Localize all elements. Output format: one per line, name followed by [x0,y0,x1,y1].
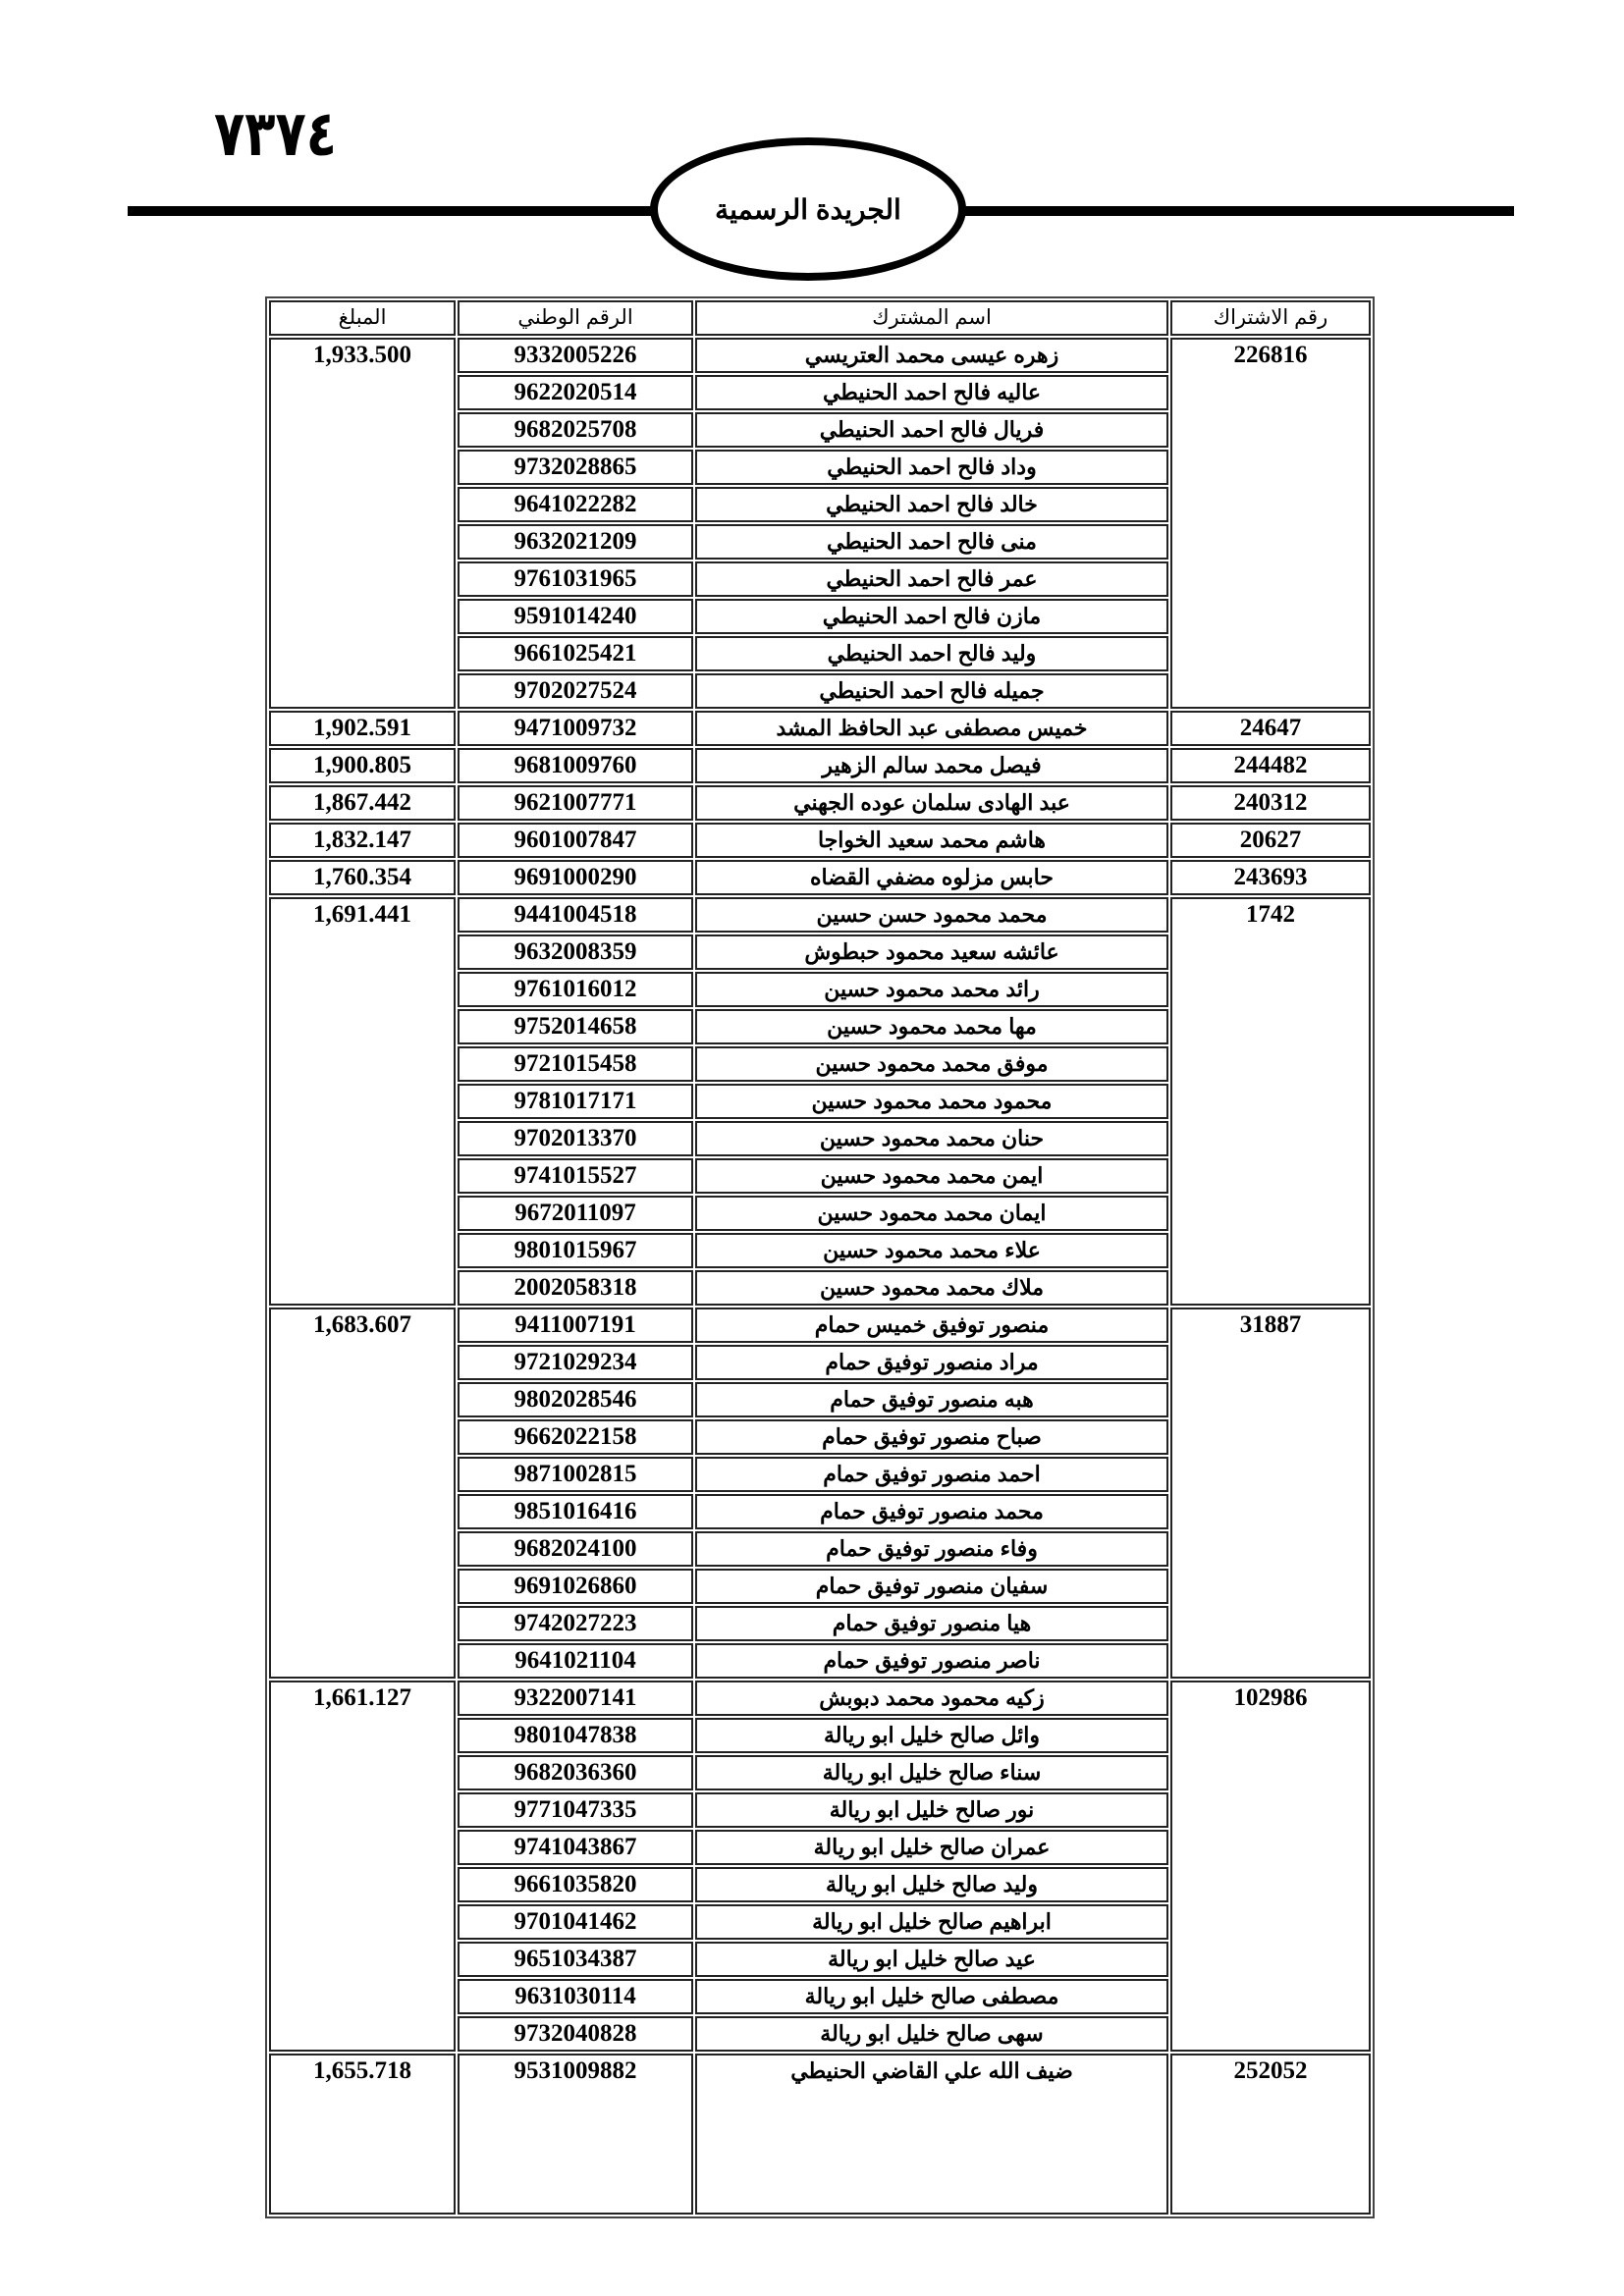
amount-cell: 1,832.147 [269,823,456,858]
national-id-cell: 9741015527 [458,1158,693,1194]
subscriber-name-cell: حنان محمد محمود حسين [695,1121,1168,1156]
table-row [269,2054,1371,2215]
subscribers-table [265,296,1375,2218]
national-id-cell: 9741043867 [458,1830,693,1865]
national-id-cell: 9691000290 [458,860,693,895]
national-id-cell: 2002058318 [458,1270,693,1306]
subscriber-name-cell: وداد فالح احمد الحنيطي [695,450,1168,485]
subscription-number-cell: 226816 [1170,338,1371,709]
subscription-number-cell: 24647 [1170,711,1371,746]
subscriber-name-cell: عاليه فالح احمد الحنيطي [695,375,1168,410]
subscriber-name-cell: عائشه سعيد محمود حبطوش [695,934,1168,970]
national-id-cell: 9641022282 [458,487,693,522]
subscriber-name-cell: مازن فالح احمد الحنيطي [695,599,1168,634]
subscribers-table-wrapper [265,296,1365,2218]
national-id-cell: 9801015967 [458,1233,693,1268]
subscriber-name-cell: صباح منصور توفيق حمام [695,1419,1168,1455]
subscriber-name-cell: محمد منصور توفيق حمام [695,1494,1168,1529]
column-header-amount: المبلغ [269,300,456,336]
subscriber-name-cell: عبد الهادى سلمان عوده الجهني [695,785,1168,821]
table-row [269,860,1371,895]
column-header-name: اسم المشترك [695,300,1168,336]
subscriber-name-cell: محمود محمد محمود حسين [695,1084,1168,1119]
national-id-cell: 9641021104 [458,1643,693,1679]
national-id-cell: 9721029234 [458,1345,693,1380]
column-header-national-id: الرقم الوطني [458,300,693,336]
subscriber-name-cell: محمد محمود حسن حسين [695,897,1168,933]
subscriber-name-cell: زكيه محمود محمد دبوبش [695,1681,1168,1716]
subscriber-name-cell: وائل صالح خليل ابو ريالة [695,1718,1168,1753]
table-row [269,1308,1371,1343]
national-id-cell: 9661035820 [458,1867,693,1902]
national-id-cell: 9601007847 [458,823,693,858]
subscriber-name-cell: ناصر منصور توفيق حمام [695,1643,1168,1679]
subscriber-name-cell: فريال فالح احمد الحنيطي [695,412,1168,448]
national-id-cell: 9752014658 [458,1009,693,1044]
subscriber-name-cell: ابراهيم صالح خليل ابو ريالة [695,1904,1168,1940]
gazette-title: الجريدة الرسمية [715,193,901,225]
subscription-number-cell: 20627 [1170,823,1371,858]
amount-cell: 1,760.354 [269,860,456,895]
subscriber-name-cell: ايمان محمد محمود حسين [695,1196,1168,1231]
subscriber-name-cell: خميس مصطفى عبد الحافظ المشد [695,711,1168,746]
subscriber-name-cell: هيا منصور توفيق حمام [695,1606,1168,1641]
subscriber-name-cell: مصطفى صالح خليل ابو ريالة [695,1979,1168,2014]
subscriber-name-cell: فيصل محمد سالم الزهير [695,748,1168,783]
table-row [269,1681,1371,1716]
subscriber-name-cell: ملاك محمد محمود حسين [695,1270,1168,1306]
subscriber-name-cell: منى فالح احمد الحنيطي [695,524,1168,560]
subscriber-name-cell: هبه منصور توفيق حمام [695,1382,1168,1417]
national-id-cell: 9622020514 [458,375,693,410]
national-id-cell: 9702027524 [458,673,693,709]
amount-cell: 1,655.718 [269,2054,456,2215]
national-id-cell: 9771047335 [458,1792,693,1828]
national-id-cell: 9651034387 [458,1942,693,1977]
national-id-cell: 9682036360 [458,1755,693,1790]
national-id-cell: 9761031965 [458,561,693,597]
national-id-cell: 9801047838 [458,1718,693,1753]
subscriber-name-cell: ضيف الله علي القاضي الحنيطي [695,2054,1168,2215]
national-id-cell: 9632008359 [458,934,693,970]
national-id-cell: 9721015458 [458,1046,693,1082]
amount-cell: 1,900.805 [269,748,456,783]
subscriber-name-cell: وفاء منصور توفيق حمام [695,1531,1168,1567]
national-id-cell: 9781017171 [458,1084,693,1119]
national-id-cell: 9761016012 [458,972,693,1007]
national-id-cell: 9682024100 [458,1531,693,1567]
subscriber-name-cell: رائد محمد محمود حسين [695,972,1168,1007]
table-row [269,785,1371,821]
subscriber-name-cell: احمد منصور توفيق حمام [695,1457,1168,1492]
national-id-cell: 9471009732 [458,711,693,746]
national-id-cell: 9332005226 [458,338,693,373]
amount-cell: 1,683.607 [269,1308,456,1679]
national-id-cell: 9732040828 [458,2016,693,2052]
national-id-cell: 9632021209 [458,524,693,560]
national-id-cell: 9682025708 [458,412,693,448]
table-row [269,897,1371,933]
subscriber-name-cell: منصور توفيق خميس حمام [695,1308,1168,1343]
subscriber-name-cell: سفيان منصور توفيق حمام [695,1569,1168,1604]
national-id-cell: 9871002815 [458,1457,693,1492]
subscriber-name-cell: وليد صالح خليل ابو ريالة [695,1867,1168,1902]
subscriber-name-cell: عيد صالح خليل ابو ريالة [695,1942,1168,1977]
subscriber-name-cell: عمران صالح خليل ابو ريالة [695,1830,1168,1865]
national-id-cell: 9851016416 [458,1494,693,1529]
national-id-cell: 9441004518 [458,897,693,933]
subscription-number-cell: 252052 [1170,2054,1371,2215]
table-row [269,711,1371,746]
national-id-cell: 9681009760 [458,748,693,783]
national-id-cell: 9702013370 [458,1121,693,1156]
national-id-cell: 9661025421 [458,636,693,671]
national-id-cell: 9691026860 [458,1569,693,1604]
table-row [269,748,1371,783]
national-id-cell: 9802028546 [458,1382,693,1417]
subscription-number-cell: 243693 [1170,860,1371,895]
gazette-title-oval [650,137,966,281]
subscriber-name-cell: سهى صالح خليل ابو ريالة [695,2016,1168,2052]
subscriber-name-cell: نور صالح خليل ابو ريالة [695,1792,1168,1828]
subscriber-name-cell: جميله فالح احمد الحنيطي [695,673,1168,709]
national-id-cell: 9591014240 [458,599,693,634]
subscription-number-cell: 240312 [1170,785,1371,821]
national-id-cell: 9732028865 [458,450,693,485]
amount-cell: 1,902.591 [269,711,456,746]
subscriber-name-cell: موفق محمد محمود حسين [695,1046,1168,1082]
subscriber-name-cell: مراد منصور توفيق حمام [695,1345,1168,1380]
subscription-number-cell: 1742 [1170,897,1371,1306]
table-row [269,338,1371,373]
national-id-cell: 9701041462 [458,1904,693,1940]
subscriber-name-cell: ايمن محمد محمود حسين [695,1158,1168,1194]
amount-cell: 1,661.127 [269,1681,456,2052]
subscription-number-cell: 102986 [1170,1681,1371,2052]
table-header-row [269,300,1371,336]
subscriber-name-cell: علاء محمد محمود حسين [695,1233,1168,1268]
national-id-cell: 9322007141 [458,1681,693,1716]
subscriber-name-cell: سناء صالح خليل ابو ريالة [695,1755,1168,1790]
national-id-cell: 9631030114 [458,1979,693,2014]
subscriber-name-cell: هاشم محمد سعيد الخواجا [695,823,1168,858]
amount-cell: 1,691.441 [269,897,456,1306]
subscription-number-cell: 31887 [1170,1308,1371,1679]
subscriber-name-cell: عمر فالح احمد الحنيطي [695,561,1168,597]
subscriber-name-cell: زهره عيسى محمد العتريسي [695,338,1168,373]
national-id-cell: 9672011097 [458,1196,693,1231]
subscriber-name-cell: وليد فالح احمد الحنيطي [695,636,1168,671]
amount-cell: 1,933.500 [269,338,456,709]
national-id-cell: 9621007771 [458,785,693,821]
subscriber-name-cell: خالد فالح احمد الحنيطي [695,487,1168,522]
page-number: ٧٣٧٤ [214,98,337,171]
national-id-cell: 9531009882 [458,2054,693,2215]
column-header-subscription: رقم الاشتراك [1170,300,1371,336]
national-id-cell: 9662022158 [458,1419,693,1455]
subscriber-name-cell: مها محمد محمود حسين [695,1009,1168,1044]
subscriber-name-cell: حابس مزلوه مضفي القضاه [695,860,1168,895]
subscription-number-cell: 244482 [1170,748,1371,783]
national-id-cell: 9742027223 [458,1606,693,1641]
national-id-cell: 9411007191 [458,1308,693,1343]
table-row [269,823,1371,858]
amount-cell: 1,867.442 [269,785,456,821]
